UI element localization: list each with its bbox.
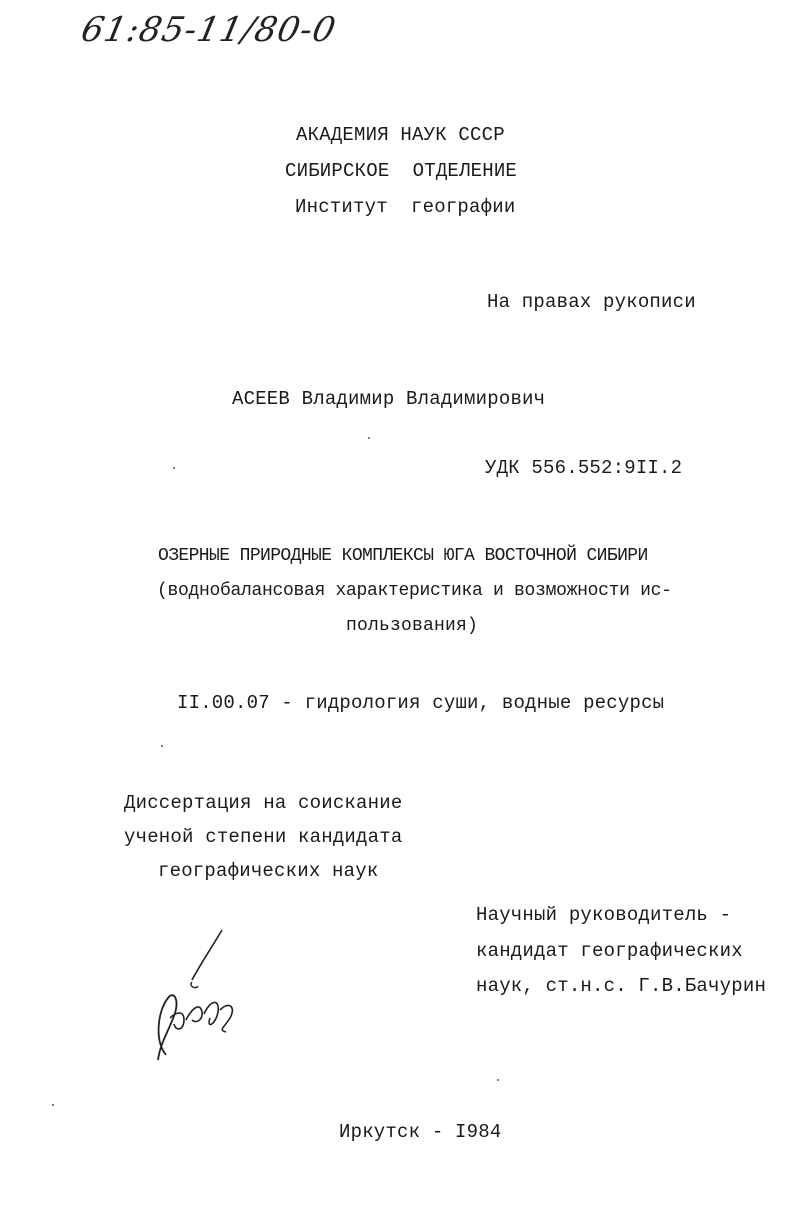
- archive-code-handwritten: 61:85-11/80-0: [77, 10, 340, 50]
- scan-speck: [497, 1079, 499, 1081]
- header-branch: СИБИРСКОЕ ОТДЕЛЕНИЕ: [285, 160, 518, 182]
- rights-note: На правах рукописи: [487, 291, 696, 313]
- thesis-title: ОЗЕРНЫЕ ПРИРОДНЫЕ КОМПЛЕКСЫ ЮГА ВОСТОЧНОЙ СИБИРИ: [158, 546, 648, 566]
- header-academy: АКАДЕМИЯ НАУК СССР: [296, 124, 505, 146]
- scan-speck: [161, 745, 163, 747]
- supervisor-line1: Научный руководитель -: [476, 904, 732, 926]
- udc-code: УДК 556.552:9II.2: [485, 457, 683, 479]
- thesis-subtitle-line2: пользования): [346, 616, 479, 636]
- degree-line2: ученой степени кандидата: [124, 826, 403, 848]
- thesis-subtitle-line1: (воднобалансовая характеристика и возможности ис-: [157, 581, 672, 601]
- degree-line3: географических наук: [158, 860, 379, 882]
- supervisor-line2: кандидат географических: [476, 940, 743, 962]
- city-year: Иркутск - I984: [339, 1121, 502, 1143]
- scan-speck: [173, 467, 175, 469]
- supervisor-line3: наук, ст.н.с. Г.В.Бачурин: [476, 975, 767, 997]
- degree-line1: Диссертация на соискание: [124, 792, 403, 814]
- header-institute: Институт географии: [295, 196, 516, 218]
- handwritten-signature: [140, 920, 250, 1070]
- scan-speck: [52, 1104, 54, 1106]
- scan-speck: [368, 437, 370, 439]
- author-name: АСЕЕВ Владимир Владимирович: [232, 388, 546, 410]
- specialty-code: II.00.07 - гидрология суши, водные ресурсы: [177, 692, 665, 714]
